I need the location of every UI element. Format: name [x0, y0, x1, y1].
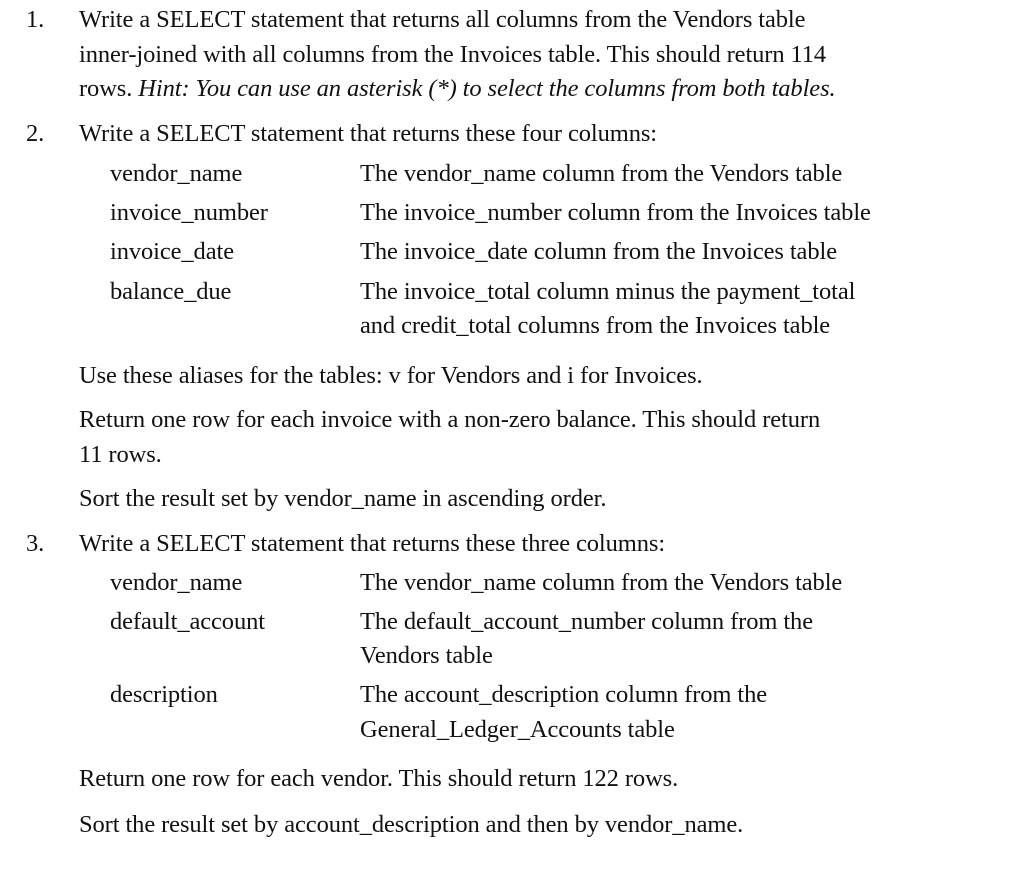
- exercise-2-paragraph: 11 rows.: [79, 441, 162, 468]
- exercise-3-column-name: description: [110, 681, 218, 708]
- exercise-2-paragraph: Sort the result set by vendor_name in ascending order.: [79, 485, 607, 512]
- exercise-2-column-description: The invoice_number column from the Invoices table: [360, 199, 871, 226]
- exercise-2-column-description: The vendor_name column from the Vendors table: [360, 160, 843, 187]
- exercise-3-number: 3.: [26, 530, 45, 557]
- exercise-2-paragraph: Use these aliases for the tables: v for Vendors and i for Invoices.: [79, 362, 703, 389]
- exercise-3-column-description: The vendor_name column from the Vendors table: [360, 569, 843, 596]
- exercise-1-number: 1.: [26, 6, 45, 33]
- exercise-1-line-1: Write a SELECT statement that returns all columns from the Vendors table: [79, 6, 806, 33]
- exercise-2-column-name: balance_due: [110, 278, 232, 305]
- exercise-2-column-name: vendor_name: [110, 160, 243, 187]
- exercise-2-column-description: The invoice_date column from the Invoices table: [360, 238, 837, 265]
- exercise-3-paragraph: Sort the result set by account_description and then by vendor_name.: [79, 811, 744, 838]
- exercise-3-paragraph: Return one row for each vendor. This should return 122 rows.: [79, 765, 679, 792]
- exercise-3-column-name: vendor_name: [110, 569, 243, 596]
- exercise-1-line-3-text: rows.: [79, 75, 139, 102]
- exercise-1-hint: Hint: You can use an asterisk (*) to select the columns from both tables.: [138, 75, 836, 102]
- exercise-2-column-description: The invoice_total column minus the payment_total: [360, 278, 856, 305]
- exercise-2-intro: Write a SELECT statement that returns these four columns:: [79, 120, 657, 147]
- exercise-1-line-2: inner-joined with all columns from the Invoices table. This should return 114: [79, 41, 827, 68]
- exercise-3-column-name: default_account: [110, 608, 265, 635]
- exercise-3-column-description: Vendors table: [360, 642, 493, 669]
- exercise-2-number: 2.: [26, 120, 45, 147]
- exercise-2-column-name: invoice_date: [110, 238, 234, 265]
- exercise-3-column-description: General_Ledger_Accounts table: [360, 716, 675, 743]
- exercise-3-intro: Write a SELECT statement that returns these three columns:: [79, 530, 666, 557]
- exercise-2-column-name: invoice_number: [110, 199, 268, 226]
- exercise-1-line-3: [79, 75, 836, 103]
- exercise-2-column-description: and credit_total columns from the Invoices table: [360, 312, 831, 339]
- exercise-3-column-description: The account_description column from the: [360, 681, 768, 708]
- exercise-2-paragraph: Return one row for each invoice with a non-zero balance. This should return: [79, 406, 821, 433]
- exercise-3-column-description: The default_account_number column from the: [360, 608, 813, 635]
